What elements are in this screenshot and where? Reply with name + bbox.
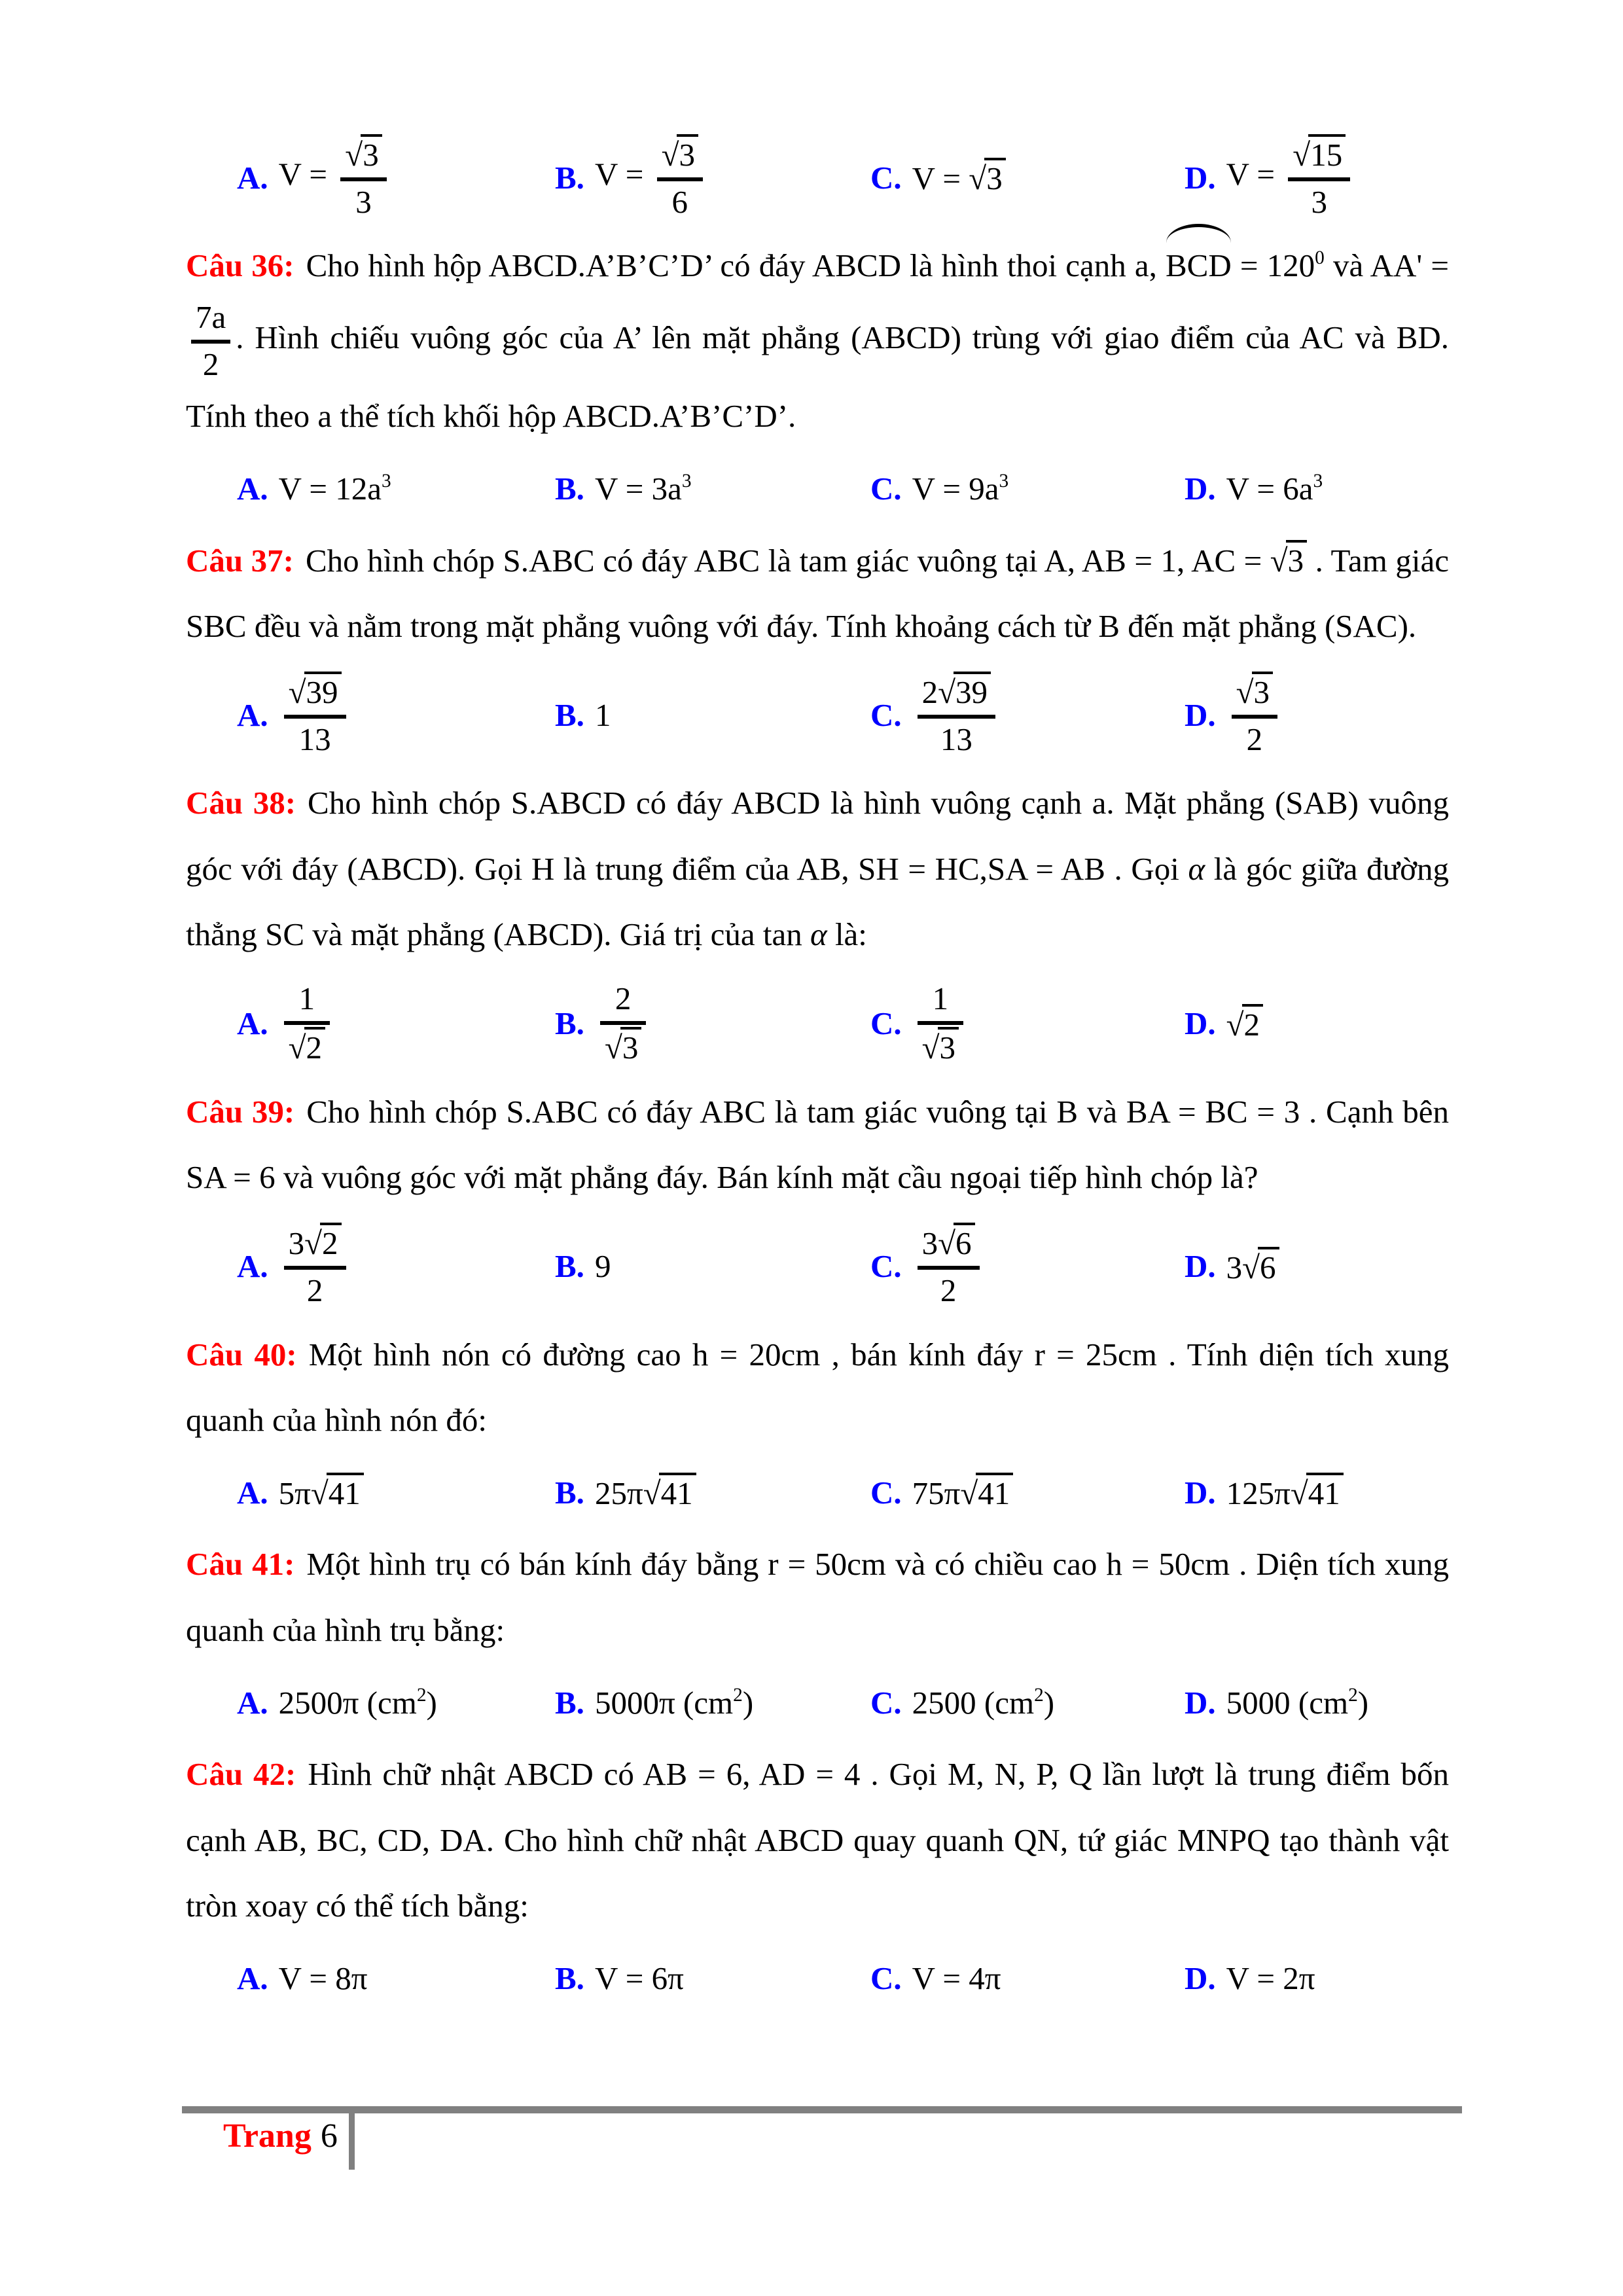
radical-sign: √ (643, 1475, 661, 1512)
option-letter: B. (555, 1005, 584, 1042)
option-letter: B. (555, 471, 584, 507)
option-c (870, 1960, 1185, 1997)
superscript: 3 (681, 470, 692, 492)
text-run: 13 (298, 721, 331, 757)
option-letter: C. (870, 1248, 902, 1285)
radicand: 6 (954, 1223, 975, 1261)
sqrt-expression (1291, 1475, 1344, 1511)
text-run: 5000 (cm (1226, 1684, 1349, 1721)
option-letter: A. (237, 1005, 268, 1042)
fraction (600, 980, 646, 1067)
radicand: 15 (1308, 134, 1346, 173)
fraction (1288, 134, 1350, 221)
text-run: V = 2π (1226, 1960, 1315, 1997)
question-38 (186, 770, 1449, 967)
text-run: và AA' = (1324, 247, 1450, 283)
option-c (870, 158, 1185, 197)
radical-sign: √ (288, 1030, 306, 1066)
radicand: 41 (1306, 1473, 1344, 1511)
option-value (279, 980, 335, 1067)
option-letter: B. (555, 1248, 584, 1285)
fraction (284, 672, 346, 759)
radical-sign: √ (310, 1475, 329, 1512)
superscript: 3 (1313, 470, 1323, 492)
sqrt-expression (311, 1475, 364, 1511)
text-run: ) (1357, 1684, 1369, 1721)
fraction (918, 672, 995, 759)
fraction-denominator (284, 715, 346, 759)
option-value (595, 134, 708, 221)
fraction-numerator (918, 980, 963, 1021)
option-value (279, 1223, 351, 1310)
radicand: 2 (304, 1027, 326, 1066)
option-letter: C. (870, 1474, 902, 1511)
text-run: 75π (912, 1475, 961, 1512)
radical-sign: √ (304, 1225, 323, 1262)
option-letter: A. (237, 1474, 268, 1511)
option-letter: A. (237, 1248, 268, 1285)
option-value (912, 980, 969, 1067)
question-41 (186, 1532, 1449, 1663)
text-run: V = (912, 160, 969, 196)
option-value (912, 1473, 1014, 1512)
answer-row-36 (186, 456, 1449, 522)
sqrt-expression (289, 674, 342, 710)
text-run: 9 (594, 1248, 611, 1285)
fraction-denominator (284, 1021, 330, 1067)
option-value (1226, 134, 1356, 221)
sqrt-expression (1270, 543, 1307, 579)
option-letter: C. (870, 159, 902, 196)
text-run: V = (594, 156, 652, 192)
radicand: 2 (320, 1223, 342, 1261)
text-run: Cho hình chóp S.ABCD có đáy ABCD là hình vuông cạnh a. Mặt phẳng (SAB) vuông góc với đáy (ABCD). Gọi H là trung điểm của AB, SH = HC,SA = AB . Gọi (186, 785, 1449, 887)
answer-row-37 (186, 666, 1449, 764)
option-value (1226, 1684, 1368, 1721)
answer-row-41 (186, 1670, 1449, 1735)
fraction-numerator (1288, 134, 1350, 177)
option-letter: D. (1185, 1248, 1216, 1285)
option-b (555, 1247, 870, 1285)
option-value (1226, 1473, 1344, 1512)
fraction (284, 980, 330, 1067)
option-value (279, 1473, 364, 1512)
radicand: 2 (1242, 1004, 1264, 1043)
option-value (279, 470, 391, 507)
fraction-numerator (284, 672, 346, 715)
fraction-denominator (1288, 177, 1350, 221)
sqrt-expression (662, 137, 698, 173)
fraction-denominator (600, 1021, 646, 1067)
answer-row-35 (186, 128, 1449, 226)
fraction-numerator (284, 1223, 346, 1266)
option-value (912, 672, 1001, 759)
question-label: Câu 38: (186, 785, 296, 821)
radicand: 3 (361, 134, 382, 173)
option-b (555, 134, 870, 221)
option-value (912, 1684, 1054, 1721)
option-letter: D. (1185, 1474, 1216, 1511)
sqrt-expression (643, 1475, 696, 1511)
text-run: 2 (306, 1272, 323, 1309)
radical-sign: √ (921, 1030, 940, 1066)
page-number: 6 (320, 2117, 338, 2155)
sqrt-expression (969, 160, 1005, 196)
text-run: là góc giữa đường thẳng SC và mặt phẳng (ABCD). Giá trị của tan (186, 850, 1450, 953)
question-label: Câu 42: (186, 1756, 296, 1793)
fraction (284, 1223, 346, 1310)
fraction (657, 134, 703, 221)
text-run: V = 6π (594, 1960, 684, 1997)
option-value (595, 980, 651, 1067)
text-run: = 120 (1231, 247, 1315, 283)
fraction-numerator (918, 672, 995, 715)
option-d (1185, 1684, 1449, 1721)
page-label: Trang (223, 2117, 312, 2155)
option-d (1185, 672, 1449, 759)
text-run: 2500π (cm (278, 1684, 417, 1721)
radicand: 3 (1286, 540, 1308, 579)
option-value (279, 1960, 368, 1997)
fraction-denominator (284, 1266, 346, 1310)
text-run: Cho hình chóp S.ABC có đáy ABC là tam giác vuông tại B và BA = BC = 3 . Cạnh bên SA = 6 và vuông góc với mặt phẳng đáy. Bán kính mặt cầu ngoại tiếp hình chóp là? (186, 1093, 1449, 1196)
question-37 (186, 528, 1449, 660)
radical-sign: √ (661, 136, 679, 173)
radical-sign: √ (1293, 136, 1311, 173)
text-run: Hình chữ nhật ABCD có AB = 6, AD = 4 . Gọi M, N, P, Q lần lượt là trung điểm bốn cạnh AB, BC, CD, DA. Cho hình chữ nhật ABCD quay quanh QN, tứ giác MNPQ tạo thành vật tròn xoay có thể tích bằng: (186, 1756, 1449, 1924)
angle-arc: BCD (1166, 233, 1232, 298)
text-run: V = 3a (594, 471, 682, 507)
text-run: V = (1226, 156, 1283, 192)
option-c (870, 470, 1185, 507)
option-value (279, 134, 392, 221)
fraction (191, 298, 230, 384)
footer-divider (349, 2113, 355, 2170)
sqrt-expression (938, 674, 991, 710)
variable: α (810, 916, 827, 953)
option-a (237, 672, 555, 759)
text-run: 3 (921, 1225, 938, 1262)
question-label: Câu 36: (186, 247, 294, 283)
fraction (1232, 672, 1277, 759)
text-run: 2 (202, 346, 219, 383)
option-letter: C. (870, 1960, 902, 1997)
question-label: Câu 37: (186, 542, 294, 579)
text-run: V = 12a (278, 471, 382, 507)
option-letter: A. (237, 1960, 268, 1997)
question-label: Câu 40: (186, 1336, 297, 1372)
option-b (555, 1960, 870, 1997)
fraction-numerator (340, 134, 386, 177)
option-b (555, 470, 870, 507)
fraction-denominator (191, 340, 230, 384)
text-run: 2 (1246, 721, 1263, 757)
option-a (237, 134, 555, 221)
option-letter: A. (237, 471, 268, 507)
option-value (1226, 672, 1283, 759)
option-letter: D. (1185, 159, 1216, 196)
option-b (555, 1684, 870, 1721)
option-c (870, 672, 1185, 759)
sqrt-expression (960, 1475, 1013, 1511)
text-run: V = 8π (278, 1960, 368, 1997)
option-letter: D. (1185, 471, 1216, 507)
answer-row-42 (186, 1946, 1449, 2011)
text-run: Cho hình chóp S.ABC có đáy ABC là tam giác vuông tại A, AB = 1, AC = (305, 542, 1270, 579)
option-letter: D. (1185, 1684, 1216, 1721)
text-run: Cho hình hộp ABCD.A’B’C’D’ có đáy ABCD là hình thoi cạnh a, (306, 247, 1166, 283)
fraction-denominator (1232, 715, 1277, 759)
option-a (237, 1960, 555, 1997)
footer-top-border (182, 2106, 1462, 2113)
sqrt-expression (345, 137, 382, 173)
fraction-numerator (284, 980, 330, 1021)
radical-sign: √ (938, 674, 956, 711)
option-c (870, 1684, 1185, 1721)
fraction-numerator (600, 980, 646, 1021)
text-run: Một hình trụ có bán kính đáy bằng r = 50cm và có chiều cao h = 50cm . Diện tích xung quanh của hình trụ bằng: (186, 1546, 1449, 1648)
option-letter: D. (1185, 1005, 1216, 1042)
fraction-numerator (657, 134, 703, 177)
text-run: 5000π (cm (594, 1684, 734, 1721)
sqrt-expression (1242, 1249, 1279, 1285)
radical-sign: √ (938, 1225, 956, 1262)
option-c (870, 1473, 1185, 1512)
variable: α (1188, 850, 1205, 887)
text-run: 1 (298, 980, 315, 1017)
text-run: 3 (1311, 183, 1327, 220)
text-run: 7a (196, 299, 226, 336)
radical-sign: √ (1270, 542, 1288, 579)
superscript: 2 (416, 1684, 427, 1706)
question-40 (186, 1322, 1449, 1454)
text-run: V = 4π (912, 1960, 1001, 1997)
text-run: 3 (1226, 1249, 1243, 1285)
option-letter: C. (870, 471, 902, 507)
text-run: 2500 (cm (912, 1684, 1035, 1721)
option-letter: B. (555, 1960, 584, 1997)
option-a (237, 470, 555, 507)
option-d (1185, 1247, 1449, 1286)
option-a (237, 980, 555, 1067)
text-run: Một hình nón có đường cao h = 20cm , bán kính đáy r = 25cm . Tính diện tích xung quanh của hình nón đó: (186, 1336, 1449, 1438)
superscript: 3 (999, 470, 1009, 492)
text-run: là: (827, 916, 867, 953)
option-a (237, 1473, 555, 1512)
radicand: 41 (659, 1473, 696, 1511)
radicand: 39 (304, 672, 342, 710)
option-letter: A. (237, 696, 268, 733)
question-42 (186, 1742, 1449, 1939)
option-d (1185, 470, 1449, 507)
question-39 (186, 1079, 1449, 1211)
radical-sign: √ (345, 136, 363, 173)
superscript: 2 (1348, 1684, 1358, 1706)
option-value (595, 1684, 753, 1721)
option-a (237, 1223, 555, 1310)
answer-row-40 (186, 1460, 1449, 1525)
superscript: 3 (382, 470, 391, 492)
radical-sign: √ (1290, 1475, 1308, 1512)
text-run: ) (742, 1684, 754, 1721)
text-run: 3 (355, 183, 372, 220)
text-run: V = 9a (912, 471, 999, 507)
radical-sign: √ (1236, 674, 1254, 711)
radical-sign: √ (1226, 1006, 1244, 1043)
text-run: 6 (671, 183, 688, 220)
option-value (595, 696, 611, 734)
question-label: Câu 39: (186, 1093, 295, 1130)
radicand: 41 (327, 1473, 364, 1511)
option-value (279, 672, 351, 759)
option-a (237, 1684, 555, 1721)
text-run: 3 (288, 1225, 305, 1262)
superscript: 0 (1315, 247, 1325, 268)
option-letter: A. (237, 1684, 268, 1721)
option-letter: C. (870, 1005, 902, 1042)
sqrt-expression (1293, 137, 1346, 173)
option-value (595, 1247, 611, 1285)
radicand: 3 (620, 1027, 642, 1066)
fraction (340, 134, 386, 221)
fraction-denominator (918, 1266, 980, 1310)
fraction-denominator (657, 177, 703, 221)
radical-sign: √ (960, 1475, 978, 1512)
radicand: 39 (954, 672, 991, 710)
fraction (918, 1223, 980, 1310)
fraction-denominator (918, 1021, 963, 1067)
option-value (1226, 1960, 1315, 1997)
option-letter: B. (555, 159, 584, 196)
option-d (1185, 1960, 1449, 1997)
text-run: 13 (940, 721, 972, 757)
option-value (1226, 1247, 1279, 1286)
answer-row-38 (186, 975, 1449, 1073)
text-run: . Tam giác SBC đều và nằm trong mặt phẳng vuông với đáy. Tính khoảng cách từ B đến mặt phẳng (SAC). (186, 542, 1449, 644)
sqrt-expression (1226, 1007, 1263, 1043)
option-value (1226, 1004, 1263, 1043)
option-value (279, 1684, 437, 1721)
option-b (555, 1473, 870, 1512)
fraction-denominator (340, 177, 386, 221)
sqrt-expression (1236, 674, 1273, 710)
text-run: 1 (594, 696, 611, 733)
option-letter: D. (1185, 1960, 1216, 1997)
text-run: 2 (940, 1272, 957, 1309)
fraction (918, 980, 963, 1067)
option-letter: D. (1185, 696, 1216, 733)
radical-sign: √ (1242, 1249, 1260, 1285)
option-letter: B. (555, 1684, 584, 1721)
text-run: 5π (278, 1475, 311, 1512)
text-run: 1 (932, 980, 949, 1017)
option-value (912, 1960, 1001, 1997)
radicand: 3 (677, 134, 698, 173)
option-letter: C. (870, 696, 902, 733)
radical-sign: √ (288, 674, 306, 711)
radicand: 3 (984, 158, 1006, 196)
answer-row-39 (186, 1217, 1449, 1316)
option-c (870, 980, 1185, 1067)
sqrt-expression (289, 1030, 325, 1066)
radicand: 3 (1252, 672, 1274, 710)
option-b (555, 980, 870, 1067)
radicand: 3 (938, 1027, 959, 1066)
option-d (1185, 1473, 1449, 1512)
sqrt-expression (922, 1030, 959, 1066)
question-label: Câu 41: (186, 1546, 295, 1583)
option-value (1226, 470, 1323, 507)
radical-sign: √ (969, 160, 987, 196)
sqrt-expression (304, 1225, 341, 1261)
superscript: 2 (733, 1684, 743, 1706)
option-d (1185, 1004, 1449, 1043)
fraction-numerator (1232, 672, 1277, 715)
option-d (1185, 134, 1449, 221)
option-value (595, 470, 692, 507)
option-value (912, 470, 1009, 507)
option-value (912, 1223, 985, 1310)
option-value (595, 1473, 696, 1512)
sqrt-expression (938, 1225, 974, 1261)
option-c (870, 1223, 1185, 1310)
option-value (595, 1960, 684, 1997)
radical-sign: √ (604, 1030, 622, 1066)
option-letter: C. (870, 1684, 902, 1721)
text-run: V = 6a (1226, 471, 1313, 507)
text-run: V = (278, 156, 336, 192)
option-b (555, 696, 870, 734)
option-value (912, 158, 1006, 197)
fraction-numerator (191, 298, 230, 340)
text-run: ) (426, 1684, 437, 1721)
option-letter: B. (555, 696, 584, 733)
text-run: 25π (594, 1475, 643, 1512)
option-letter: A. (237, 159, 268, 196)
fraction-denominator (918, 715, 995, 759)
text-run: 2 (921, 674, 938, 711)
fraction-numerator (918, 1223, 980, 1266)
radicand: 6 (1258, 1247, 1279, 1285)
option-letter: B. (555, 1474, 584, 1511)
footer-text (223, 2117, 338, 2156)
question-36 (186, 233, 1449, 450)
text-run: 125π (1226, 1475, 1291, 1512)
text-run: ) (1043, 1684, 1055, 1721)
sqrt-expression (605, 1030, 641, 1066)
superscript: 2 (1034, 1684, 1044, 1706)
text-run: . Hình chiếu vuông góc của A’ lên mặt phẳng (ABCD) trùng với giao điểm của AC và BD. Tính theo a thể tích khối hộp ABCD.A’B’C’D’. (186, 319, 1449, 435)
text-run: 2 (615, 980, 632, 1017)
radicand: 41 (976, 1473, 1013, 1511)
